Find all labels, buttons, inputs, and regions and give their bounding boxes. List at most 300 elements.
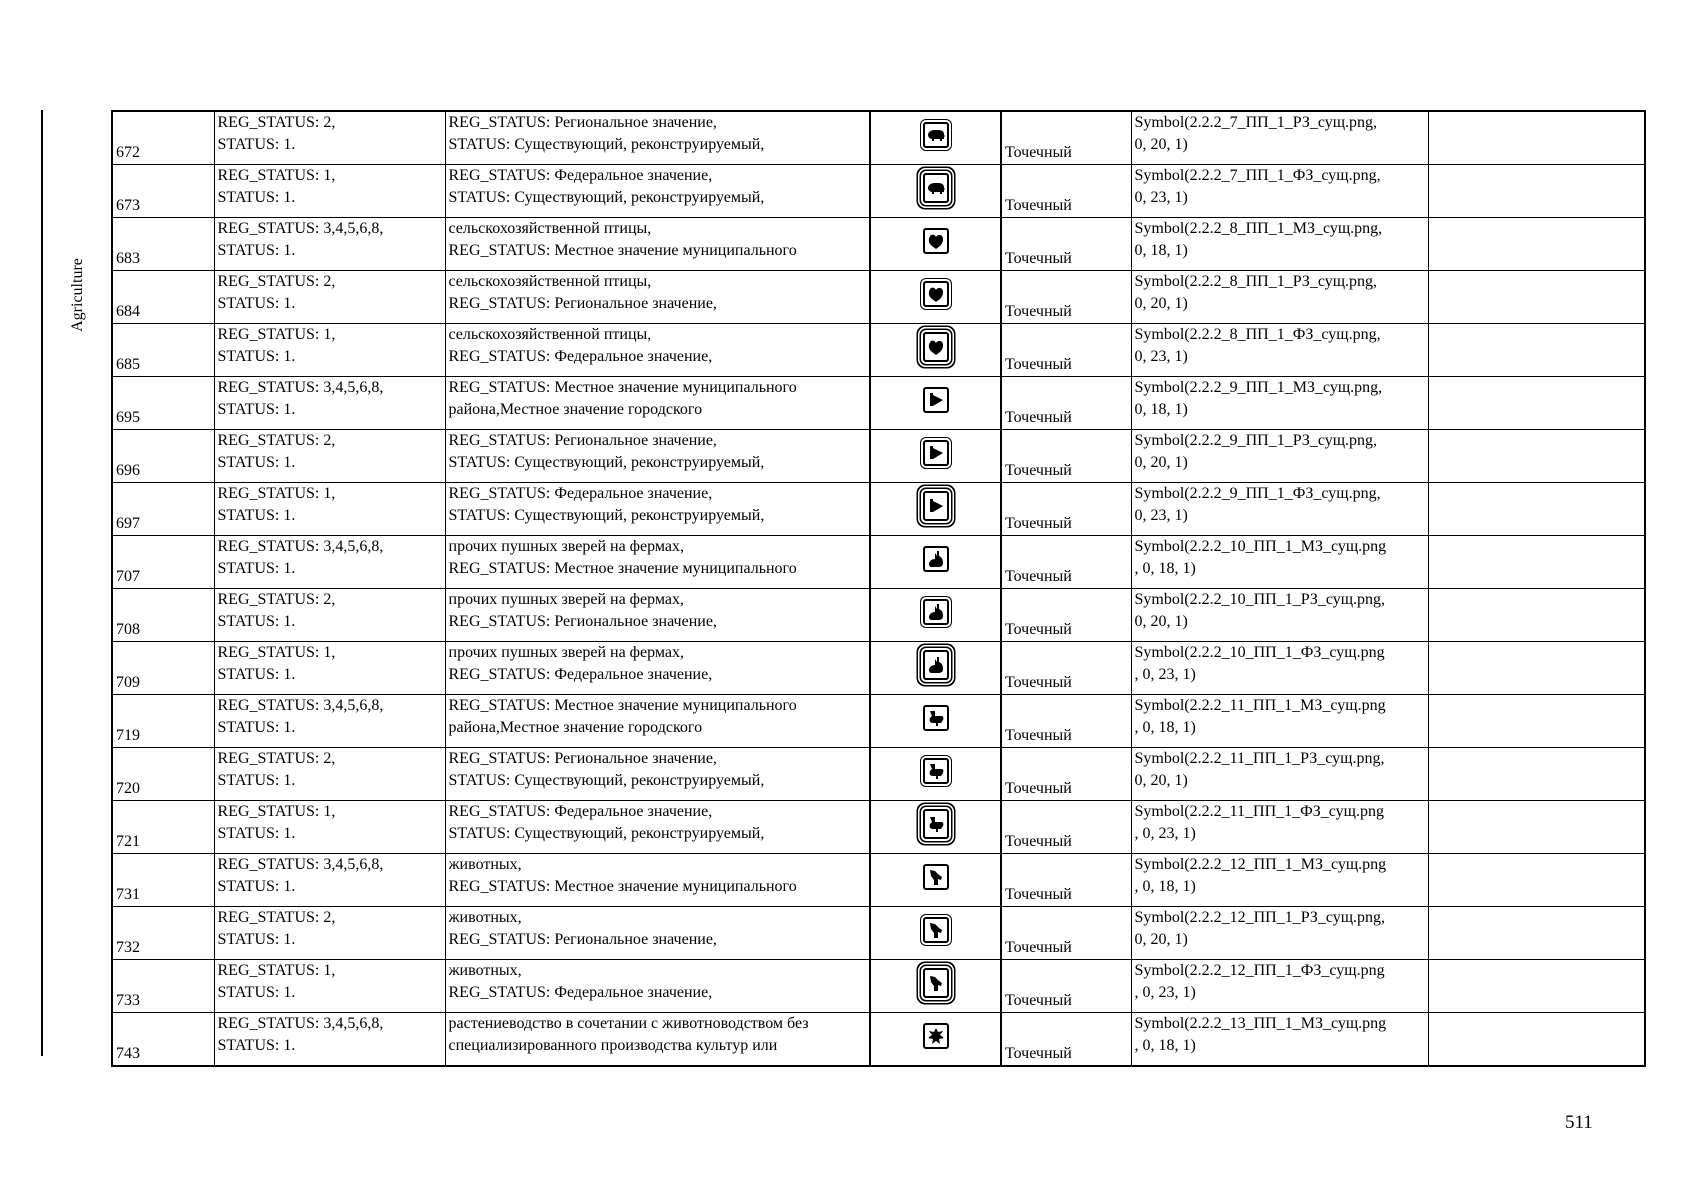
description-cell bbox=[445, 854, 870, 907]
symbol-expression-line: Symbol(2.2.2_9_ПП_1_МЗ_сущ.png, bbox=[1134, 379, 1383, 396]
description-line: REG_STATUS: Местное значение муниципального bbox=[448, 697, 797, 714]
symbol-frame bbox=[923, 491, 949, 521]
status-cell bbox=[214, 111, 445, 165]
row-id: 696 bbox=[116, 462, 140, 479]
table-row bbox=[112, 430, 1645, 483]
symbol-expression-line: Symbol(2.2.2_9_ПП_1_ФЗ_сущ.png, bbox=[1134, 485, 1381, 502]
row-id-cell bbox=[112, 377, 214, 430]
symbol-expression-line: 0, 20, 1) bbox=[1134, 454, 1188, 471]
symbol-expression-line: Symbol(2.2.2_8_ПП_1_РЗ_сущ.png, bbox=[1134, 273, 1378, 290]
status-line: STATUS: 1. bbox=[217, 878, 296, 895]
symbol-expression-line: Symbol(2.2.2_11_ПП_1_МЗ_сущ.png bbox=[1134, 697, 1386, 714]
geometry-type-cell bbox=[1001, 960, 1131, 1013]
geometry-type: Точечный bbox=[1005, 780, 1072, 797]
status-line: REG_STATUS: 3,4,5,6,8, bbox=[217, 697, 384, 714]
symbol-expression-cell bbox=[1131, 1013, 1428, 1067]
symbol-expression-line: 0, 23, 1) bbox=[1134, 507, 1188, 524]
symbol-expression-cell bbox=[1131, 695, 1428, 748]
description-line: сельскохозяйственной птицы, bbox=[448, 326, 652, 343]
status-cell bbox=[214, 801, 445, 854]
symbol-cell bbox=[870, 111, 1001, 165]
symbol-cell bbox=[870, 377, 1001, 430]
status-cell bbox=[214, 695, 445, 748]
symbol-expression-cell bbox=[1131, 642, 1428, 695]
empty-cell bbox=[1428, 377, 1645, 430]
description-line: сельскохозяйственной птицы, bbox=[448, 220, 652, 237]
table-row bbox=[112, 589, 1645, 642]
row-id: 733 bbox=[116, 992, 140, 1009]
symbol-frame bbox=[923, 864, 949, 890]
row-id: 673 bbox=[116, 197, 140, 214]
table-row bbox=[112, 377, 1645, 430]
description-line: REG_STATUS: Региональное значение, bbox=[448, 295, 717, 312]
description-line: REG_STATUS: Федеральное значение, bbox=[448, 485, 713, 502]
status-cell bbox=[214, 483, 445, 536]
sheep-icon bbox=[927, 444, 945, 462]
table-row bbox=[112, 218, 1645, 271]
geometry-type: Точечный bbox=[1005, 515, 1072, 532]
geometry-type: Точечный bbox=[1005, 939, 1072, 956]
symbol-expression-line: , 0, 18, 1) bbox=[1134, 719, 1196, 736]
status-line: STATUS: 1. bbox=[217, 613, 296, 630]
geometry-type: Точечный bbox=[1005, 621, 1072, 638]
goose-icon bbox=[927, 815, 945, 833]
table-row bbox=[112, 165, 1645, 218]
description-cell bbox=[445, 324, 870, 377]
geometry-type-cell bbox=[1001, 907, 1131, 960]
status-line: REG_STATUS: 1, bbox=[217, 485, 336, 502]
row-id: 685 bbox=[116, 356, 140, 373]
symbol-expression-line: 0, 20, 1) bbox=[1134, 613, 1188, 630]
side-label: Agriculture bbox=[69, 258, 86, 332]
empty-cell bbox=[1428, 854, 1645, 907]
status-line: REG_STATUS: 1, bbox=[217, 803, 336, 820]
description-line: REG_STATUS: Федеральное значение, bbox=[448, 803, 713, 820]
description-line: специализированного производства культур или bbox=[448, 1037, 778, 1054]
pig-icon bbox=[927, 126, 945, 144]
symbol-frame bbox=[923, 650, 949, 680]
rabbit-icon bbox=[927, 656, 945, 674]
symbol-cell bbox=[870, 1013, 1001, 1067]
row-id-cell bbox=[112, 165, 214, 218]
status-line: REG_STATUS: 1, bbox=[217, 644, 336, 661]
symbol-expression-cell bbox=[1131, 483, 1428, 536]
row-id-cell bbox=[112, 1013, 214, 1067]
symbol-expression-line: 0, 20, 1) bbox=[1134, 772, 1188, 789]
table-row bbox=[112, 483, 1645, 536]
geometry-type: Точечный bbox=[1005, 568, 1072, 585]
row-id: 672 bbox=[116, 144, 140, 161]
geometry-type-cell bbox=[1001, 695, 1131, 748]
symbol-expression-line: Symbol(2.2.2_12_ПП_1_РЗ_сущ.png, bbox=[1134, 909, 1386, 926]
symbol-expression-cell bbox=[1131, 218, 1428, 271]
description-line: прочих пушных зверей на фермах, bbox=[448, 591, 685, 608]
table-row bbox=[112, 960, 1645, 1013]
status-line: STATUS: 1. bbox=[217, 931, 296, 948]
geometry-type-cell bbox=[1001, 377, 1131, 430]
geometry-type: Точечный bbox=[1005, 356, 1072, 373]
row-id: 684 bbox=[116, 303, 140, 320]
status-line: STATUS: 1. bbox=[217, 507, 296, 524]
empty-cell bbox=[1428, 165, 1645, 218]
geometry-type-cell bbox=[1001, 430, 1131, 483]
symbol-frame bbox=[923, 122, 949, 148]
pig-icon bbox=[927, 179, 945, 197]
symbol-expression-line: Symbol(2.2.2_9_ПП_1_РЗ_сущ.png, bbox=[1134, 432, 1378, 449]
description-line: REG_STATUS: Местное значение муниципального bbox=[448, 878, 797, 895]
description-line: STATUS: Существующий, реконструируемый, bbox=[448, 825, 765, 842]
table-row bbox=[112, 111, 1645, 165]
geometry-type-cell bbox=[1001, 271, 1131, 324]
row-id: 707 bbox=[116, 568, 140, 585]
description-line: REG_STATUS: Местное значение муниципального bbox=[448, 379, 797, 396]
geometry-type-cell bbox=[1001, 589, 1131, 642]
row-id-cell bbox=[112, 695, 214, 748]
description-line: животных, bbox=[448, 909, 522, 926]
sheep-icon bbox=[927, 391, 945, 409]
row-id-cell bbox=[112, 801, 214, 854]
empty-cell bbox=[1428, 589, 1645, 642]
table-row bbox=[112, 801, 1645, 854]
symbol-frame bbox=[923, 281, 949, 307]
status-cell bbox=[214, 536, 445, 589]
status-line: REG_STATUS: 1, bbox=[217, 326, 336, 343]
symbol-expression-cell bbox=[1131, 960, 1428, 1013]
table-row bbox=[112, 748, 1645, 801]
symbol-frame bbox=[923, 387, 949, 413]
description-cell bbox=[445, 748, 870, 801]
row-id: 732 bbox=[116, 939, 140, 956]
rabbit-icon bbox=[927, 603, 945, 621]
symbol-frame bbox=[923, 546, 949, 572]
symbol-expression-line: Symbol(2.2.2_7_ПП_1_ФЗ_сущ.png, bbox=[1134, 167, 1381, 184]
goose-icon bbox=[927, 709, 945, 727]
symbol-expression-line: Symbol(2.2.2_7_ПП_1_РЗ_сущ.png, bbox=[1134, 114, 1378, 131]
symbol-cell bbox=[870, 218, 1001, 271]
symbol-cell bbox=[870, 854, 1001, 907]
mixed-farm-icon bbox=[927, 1027, 945, 1045]
symbol-frame bbox=[923, 1023, 949, 1049]
symbol-expression-line: 0, 18, 1) bbox=[1134, 401, 1188, 418]
status-line: STATUS: 1. bbox=[217, 560, 296, 577]
symbol-expression-line: Symbol(2.2.2_13_ПП_1_МЗ_сущ.png bbox=[1134, 1015, 1387, 1032]
status-line: STATUS: 1. bbox=[217, 825, 296, 842]
status-line: STATUS: 1. bbox=[217, 454, 296, 471]
status-line: REG_STATUS: 3,4,5,6,8, bbox=[217, 1015, 384, 1032]
horse-icon bbox=[927, 921, 945, 939]
symbol-expression-cell bbox=[1131, 111, 1428, 165]
empty-cell bbox=[1428, 324, 1645, 377]
description-line: прочих пушных зверей на фермах, bbox=[448, 644, 685, 661]
empty-cell bbox=[1428, 271, 1645, 324]
row-id: 683 bbox=[116, 250, 140, 267]
symbol-expression-line: Symbol(2.2.2_11_ПП_1_ФЗ_сущ.png bbox=[1134, 803, 1384, 820]
description-line: REG_STATUS: Местное значение муниципального bbox=[448, 560, 797, 577]
empty-cell bbox=[1428, 801, 1645, 854]
symbol-cell bbox=[870, 801, 1001, 854]
symbol-cell bbox=[870, 907, 1001, 960]
empty-cell bbox=[1428, 907, 1645, 960]
goose-icon bbox=[927, 762, 945, 780]
row-id-cell bbox=[112, 430, 214, 483]
geometry-type: Точечный bbox=[1005, 197, 1072, 214]
status-line: REG_STATUS: 2, bbox=[217, 273, 336, 290]
description-line: STATUS: Существующий, реконструируемый, bbox=[448, 454, 765, 471]
geometry-type-cell bbox=[1001, 801, 1131, 854]
symbol-cell bbox=[870, 165, 1001, 218]
empty-cell bbox=[1428, 960, 1645, 1013]
status-line: REG_STATUS: 1, bbox=[217, 962, 336, 979]
description-cell bbox=[445, 801, 870, 854]
status-cell bbox=[214, 854, 445, 907]
row-id-cell bbox=[112, 854, 214, 907]
empty-cell bbox=[1428, 430, 1645, 483]
row-id-cell bbox=[112, 271, 214, 324]
symbol-expression-line: Symbol(2.2.2_10_ПП_1_МЗ_сущ.png bbox=[1134, 538, 1387, 555]
description-line: STATUS: Существующий, реконструируемый, bbox=[448, 772, 765, 789]
table-row bbox=[112, 642, 1645, 695]
status-line: STATUS: 1. bbox=[217, 1037, 296, 1054]
description-line: STATUS: Существующий, реконструируемый, bbox=[448, 136, 765, 153]
description-cell bbox=[445, 536, 870, 589]
table-row bbox=[112, 854, 1645, 907]
status-line: STATUS: 1. bbox=[217, 984, 296, 1001]
status-cell bbox=[214, 377, 445, 430]
symbol-expression-line: , 0, 18, 1) bbox=[1134, 560, 1196, 577]
geometry-type: Точечный bbox=[1005, 409, 1072, 426]
poultry-icon bbox=[927, 338, 945, 356]
description-line: REG_STATUS: Федеральное значение, bbox=[448, 666, 713, 683]
geometry-type: Точечный bbox=[1005, 992, 1072, 1009]
status-line: REG_STATUS: 3,4,5,6,8, bbox=[217, 856, 384, 873]
status-cell bbox=[214, 430, 445, 483]
description-cell bbox=[445, 165, 870, 218]
row-id-cell bbox=[112, 589, 214, 642]
description-line: REG_STATUS: Региональное значение, bbox=[448, 114, 717, 131]
symbol-frame bbox=[923, 440, 949, 466]
table-row bbox=[112, 324, 1645, 377]
geometry-type-cell bbox=[1001, 111, 1131, 165]
symbol-cell bbox=[870, 324, 1001, 377]
symbol-cell bbox=[870, 960, 1001, 1013]
poultry-icon bbox=[927, 285, 945, 303]
geometry-type-cell bbox=[1001, 642, 1131, 695]
status-line: STATUS: 1. bbox=[217, 189, 296, 206]
status-line: REG_STATUS: 3,4,5,6,8, bbox=[217, 538, 384, 555]
empty-cell bbox=[1428, 218, 1645, 271]
geometry-type-cell bbox=[1001, 854, 1131, 907]
description-cell bbox=[445, 218, 870, 271]
status-cell bbox=[214, 1013, 445, 1067]
row-id: 708 bbox=[116, 621, 140, 638]
symbol-expression-cell bbox=[1131, 536, 1428, 589]
row-id: 743 bbox=[116, 1045, 140, 1062]
rabbit-icon bbox=[927, 550, 945, 568]
status-cell bbox=[214, 218, 445, 271]
description-line: прочих пушных зверей на фермах, bbox=[448, 538, 685, 555]
description-cell bbox=[445, 642, 870, 695]
geometry-type-cell bbox=[1001, 1013, 1131, 1067]
description-line: животных, bbox=[448, 856, 522, 873]
symbol-frame bbox=[923, 173, 949, 203]
geometry-type-cell bbox=[1001, 483, 1131, 536]
description-line: района,Местное значение городского bbox=[448, 401, 703, 418]
status-line: STATUS: 1. bbox=[217, 666, 296, 683]
description-line: животных, bbox=[448, 962, 522, 979]
status-cell bbox=[214, 589, 445, 642]
description-line: REG_STATUS: Региональное значение, bbox=[448, 613, 717, 630]
geometry-type-cell bbox=[1001, 218, 1131, 271]
symbol-expression-line: Symbol(2.2.2_10_ПП_1_РЗ_сущ.png, bbox=[1134, 591, 1386, 608]
symbol-expression-cell bbox=[1131, 748, 1428, 801]
row-id-cell bbox=[112, 483, 214, 536]
description-line: REG_STATUS: Региональное значение, bbox=[448, 931, 717, 948]
symbol-expression-line: Symbol(2.2.2_8_ПП_1_МЗ_сущ.png, bbox=[1134, 220, 1383, 237]
margin-rule bbox=[41, 110, 43, 1056]
row-id-cell bbox=[112, 536, 214, 589]
poultry-icon bbox=[927, 232, 945, 250]
horse-icon bbox=[927, 868, 945, 886]
table-row bbox=[112, 271, 1645, 324]
empty-cell bbox=[1428, 695, 1645, 748]
status-line: REG_STATUS: 2, bbox=[217, 750, 336, 767]
status-line: REG_STATUS: 3,4,5,6,8, bbox=[217, 379, 384, 396]
description-cell bbox=[445, 695, 870, 748]
description-line: REG_STATUS: Региональное значение, bbox=[448, 750, 717, 767]
symbol-expression-line: Symbol(2.2.2_10_ПП_1_ФЗ_сущ.png bbox=[1134, 644, 1385, 661]
symbol-expression-cell bbox=[1131, 854, 1428, 907]
symbol-expression-cell bbox=[1131, 430, 1428, 483]
symbol-cell bbox=[870, 695, 1001, 748]
table-row bbox=[112, 695, 1645, 748]
symbol-expression-cell bbox=[1131, 324, 1428, 377]
empty-cell bbox=[1428, 111, 1645, 165]
empty-cell bbox=[1428, 1013, 1645, 1067]
empty-cell bbox=[1428, 642, 1645, 695]
status-cell bbox=[214, 165, 445, 218]
symbol-expression-line: Symbol(2.2.2_8_ПП_1_ФЗ_сущ.png, bbox=[1134, 326, 1381, 343]
description-cell bbox=[445, 907, 870, 960]
row-id-cell bbox=[112, 642, 214, 695]
description-line: растениеводство в сочетании с животноводством без bbox=[448, 1015, 809, 1032]
status-cell bbox=[214, 960, 445, 1013]
table-row bbox=[112, 536, 1645, 589]
symbol-expression-line: 0, 23, 1) bbox=[1134, 348, 1188, 365]
geometry-type: Точечный bbox=[1005, 674, 1072, 691]
geometry-type-cell bbox=[1001, 748, 1131, 801]
status-cell bbox=[214, 907, 445, 960]
row-id: 731 bbox=[116, 886, 140, 903]
symbol-expression-line: 0, 20, 1) bbox=[1134, 136, 1188, 153]
symbol-expression-line: , 0, 18, 1) bbox=[1134, 1037, 1196, 1054]
geometry-type: Точечный bbox=[1005, 727, 1072, 744]
status-line: STATUS: 1. bbox=[217, 136, 296, 153]
geometry-type: Точечный bbox=[1005, 833, 1072, 850]
symbol-cell bbox=[870, 748, 1001, 801]
symbol-expression-cell bbox=[1131, 589, 1428, 642]
empty-cell bbox=[1428, 748, 1645, 801]
status-line: REG_STATUS: 3,4,5,6,8, bbox=[217, 220, 384, 237]
row-id: 695 bbox=[116, 409, 140, 426]
symbol-frame bbox=[923, 705, 949, 731]
symbol-expression-cell bbox=[1131, 165, 1428, 218]
description-line: REG_STATUS: Федеральное значение, bbox=[448, 984, 713, 1001]
status-cell bbox=[214, 324, 445, 377]
status-cell bbox=[214, 642, 445, 695]
row-id-cell bbox=[112, 748, 214, 801]
symbol-expression-line: 0, 20, 1) bbox=[1134, 931, 1188, 948]
symbol-expression-line: Symbol(2.2.2_11_ПП_1_РЗ_сущ.png, bbox=[1134, 750, 1385, 767]
symbol-cell bbox=[870, 271, 1001, 324]
symbol-expression-line: , 0, 18, 1) bbox=[1134, 878, 1196, 895]
status-line: STATUS: 1. bbox=[217, 401, 296, 418]
symbol-expression-line: 0, 18, 1) bbox=[1134, 242, 1188, 259]
description-line: REG_STATUS: Федеральное значение, bbox=[448, 167, 713, 184]
description-line: сельскохозяйственной птицы, bbox=[448, 273, 652, 290]
symbol-cell bbox=[870, 589, 1001, 642]
row-id-cell bbox=[112, 907, 214, 960]
description-line: REG_STATUS: Федеральное значение, bbox=[448, 348, 713, 365]
status-line: STATUS: 1. bbox=[217, 348, 296, 365]
status-line: REG_STATUS: 2, bbox=[217, 909, 336, 926]
symbol-cell bbox=[870, 483, 1001, 536]
status-line: REG_STATUS: 1, bbox=[217, 167, 336, 184]
status-cell bbox=[214, 271, 445, 324]
status-line: STATUS: 1. bbox=[217, 772, 296, 789]
description-cell bbox=[445, 111, 870, 165]
status-cell bbox=[214, 748, 445, 801]
description-line: STATUS: Существующий, реконструируемый, bbox=[448, 189, 765, 206]
status-line: REG_STATUS: 2, bbox=[217, 114, 336, 131]
symbol-expression-cell bbox=[1131, 907, 1428, 960]
symbol-frame bbox=[923, 332, 949, 362]
row-id: 720 bbox=[116, 780, 140, 797]
symbol-expression-line: , 0, 23, 1) bbox=[1134, 984, 1196, 1001]
description-cell bbox=[445, 483, 870, 536]
symbol-expression-line: , 0, 23, 1) bbox=[1134, 666, 1196, 683]
row-id: 721 bbox=[116, 833, 140, 850]
symbol-expression-cell bbox=[1131, 801, 1428, 854]
symbol-expression-cell bbox=[1131, 377, 1428, 430]
description-line: STATUS: Существующий, реконструируемый, bbox=[448, 507, 765, 524]
row-id-cell bbox=[112, 324, 214, 377]
description-cell bbox=[445, 430, 870, 483]
geometry-type: Точечный bbox=[1005, 1045, 1072, 1062]
symbol-frame bbox=[923, 917, 949, 943]
description-line: района,Местное значение городского bbox=[448, 719, 703, 736]
description-cell bbox=[445, 377, 870, 430]
symbol-frame bbox=[923, 968, 949, 998]
status-line: STATUS: 1. bbox=[217, 242, 296, 259]
empty-cell bbox=[1428, 536, 1645, 589]
empty-cell bbox=[1428, 483, 1645, 536]
description-cell bbox=[445, 960, 870, 1013]
status-line: STATUS: 1. bbox=[217, 295, 296, 312]
row-id: 719 bbox=[116, 727, 140, 744]
symbol-expression-line: Symbol(2.2.2_12_ПП_1_ФЗ_сущ.png bbox=[1134, 962, 1385, 979]
status-line: STATUS: 1. bbox=[217, 719, 296, 736]
geometry-type: Точечный bbox=[1005, 144, 1072, 161]
symbol-expression-line: 0, 20, 1) bbox=[1134, 295, 1188, 312]
geometry-type: Точечный bbox=[1005, 303, 1072, 320]
symbol-expression-line: , 0, 23, 1) bbox=[1134, 825, 1196, 842]
page-number: 511 bbox=[1565, 1112, 1593, 1133]
description-cell bbox=[445, 589, 870, 642]
row-id-cell bbox=[112, 960, 214, 1013]
status-line: REG_STATUS: 2, bbox=[217, 432, 336, 449]
row-id: 709 bbox=[116, 674, 140, 691]
horse-icon bbox=[927, 974, 945, 992]
